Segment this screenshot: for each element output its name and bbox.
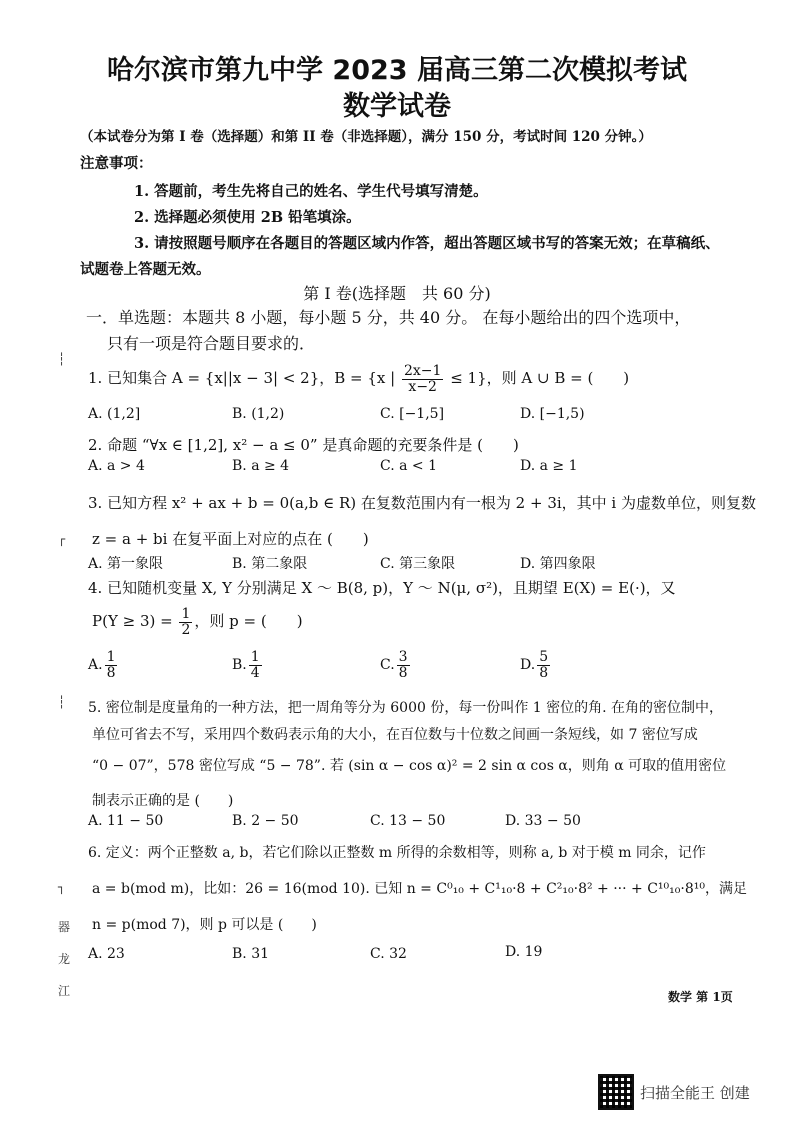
question-1-stem: 1. 已知集合 A = {x||x − 3| < 2}，B = {x | $\frac{2x-1}{x-2}$ ≤ 1}，则 A ∪ B = ( ) <box>88 363 630 395</box>
question-3-stem: 3. 已知方程 x² + ax + b = 0(a,b ∈ R) 在复数范围内有一根为 2 + 3i，其中 i 为虚数单位，则复数 <box>88 494 756 512</box>
question-2-option-c[interactable]: C. a < 1 <box>380 458 437 474</box>
question-5-stem-cont-2: “0 − 07”，578 密位写成 “5 − 78”. 若 (sin α − cos α)² = 2 sin α cos α，则角 α 可取的值用密位 <box>92 758 727 774</box>
question-3-option-b[interactable]: B. 第二象限 <box>232 556 308 572</box>
margin-mark: ┌ <box>58 532 66 546</box>
question-5-option-c[interactable]: C. 13 − 50 <box>370 813 446 829</box>
question-4-stem: 4. 已知随机变量 X, Y 分别满足 X ～ B(8, p)，Y ～ N(μ, σ²)，且期望 E(X) = E(·)，又 <box>88 579 676 597</box>
question-1-option-a[interactable]: A. (1,2] <box>88 406 141 422</box>
question-3-option-d[interactable]: D. 第四象限 <box>520 556 596 572</box>
question-3-option-c[interactable]: C. 第三象限 <box>380 556 456 572</box>
question-5-stem: 5. 密位制是度量角的一种方法，把一周角等分为 6000 份，每一份叫作 1 密位的角. 在角的密位制中， <box>88 700 724 716</box>
question-2-option-b[interactable]: B. a ≥ 4 <box>232 458 290 474</box>
page-number: 数学 第 1页 <box>668 990 733 1004</box>
section-heading: 一．单选题：本题共 8 小题，每小题 5 分，共 40 分。 在每小题给出的四个选项中， <box>86 308 691 327</box>
margin-mark: ┆ <box>58 695 66 709</box>
section-heading-cont: 只有一项是符合题目要求的． <box>107 334 316 353</box>
exam-intro: （本试卷分为第 I 卷（选择题）和第 II 卷（非选择题），满分 150 分，考试时间 120 分钟。） <box>80 129 652 145</box>
question-6-option-a[interactable]: A. 23 <box>88 946 125 962</box>
question-5-option-a[interactable]: A. 11 − 50 <box>88 813 164 829</box>
question-6-option-c[interactable]: C. 32 <box>370 946 407 962</box>
question-4-option-d[interactable]: D. $\frac{5}{8}$ <box>520 649 549 681</box>
question-4-option-b[interactable]: B. $\frac{1}{4}$ <box>232 649 260 681</box>
notice-item-1: 1. 答题前，考生先将自己的姓名、学生代号填写清楚。 <box>134 183 488 200</box>
notice-item-3: 3. 请按照题号顺序在各题目的答题区域内作答，超出答题区域书写的答案无效；在草稿纸、 <box>134 235 720 252</box>
question-5-stem-cont-3: 制表示正确的是 ( ) <box>92 793 234 809</box>
question-6-stem-cont-2: n = p(mod 7)，则 p 可以是 ( ) <box>92 917 317 933</box>
scanner-watermark: 扫描全能王 创建 <box>640 1084 750 1102</box>
question-2-option-d[interactable]: D. a ≥ 1 <box>520 458 578 474</box>
margin-mark: ┆ <box>58 352 66 366</box>
notice-item-3-cont: 试题卷上答题无效。 <box>80 261 211 278</box>
page-subtitle: 数学试卷 <box>343 91 451 122</box>
question-6-option-b[interactable]: B. 31 <box>232 946 270 962</box>
question-6-stem-cont-1: a = b(mod m)，比如：26 = 16(mod 10). 已知 n = C⁰₁₀ + C¹₁₀·8 + C²₁₀·8² + ··· + C¹⁰₁₀·8¹⁰，满足 <box>92 881 747 897</box>
question-5-stem-cont-1: 单位可省去不写，采用四个数码表示角的大小，在百位数与十位数之间画一条短线，如 7 密位写成 <box>92 727 698 743</box>
question-1-option-b[interactable]: B. (1,2) <box>232 406 285 422</box>
question-4-option-c[interactable]: C. $\frac{3}{8}$ <box>380 649 408 681</box>
page-title: 哈尔滨市第九中学 2023 届高三第二次模拟考试 <box>107 55 687 86</box>
question-6-stem: 6. 定义：两个正整数 a, b，若它们除以正整数 m 所得的余数相等，则称 a, b 对于模 m 同余，记作 <box>88 845 706 861</box>
margin-mark: ┐ <box>58 880 66 894</box>
notice-item-2: 2. 选择题必须使用 2B 铅笔填涂。 <box>134 209 361 226</box>
notice-heading: 注意事项： <box>80 155 153 172</box>
question-2-stem: 2. 命题 “∀x ∈ [1,2], x² − a ≤ 0” 是真命题的充要条件是 ( ) <box>88 436 519 454</box>
margin-mark: 龙 <box>58 952 71 966</box>
question-2-option-a[interactable]: A. a > 4 <box>88 458 145 474</box>
question-1-option-d[interactable]: D. [−1,5) <box>520 406 585 422</box>
margin-mark: 江 <box>58 984 71 998</box>
question-4-stem-cont: P(Y ≥ 3) = $\frac{1}{2}$ ，则 p = ( ) <box>92 606 303 638</box>
question-5-option-b[interactable]: B. 2 − 50 <box>232 813 299 829</box>
section-title: 第 I 卷(选择题 共 60 分) <box>303 284 491 303</box>
question-1-option-c[interactable]: C. [−1,5] <box>380 406 445 422</box>
question-5-option-d[interactable]: D. 33 − 50 <box>505 813 581 829</box>
question-6-option-d[interactable]: D. 19 <box>505 944 543 960</box>
question-4-option-a[interactable]: A. $\frac{1}{8}$ <box>88 649 116 681</box>
question-3-option-a[interactable]: A. 第一象限 <box>88 556 164 572</box>
qr-code-icon <box>598 1074 634 1110</box>
margin-mark: 器 <box>58 920 71 934</box>
question-3-stem-cont: z = a + bi 在复平面上对应的点在 ( ) <box>92 530 369 548</box>
